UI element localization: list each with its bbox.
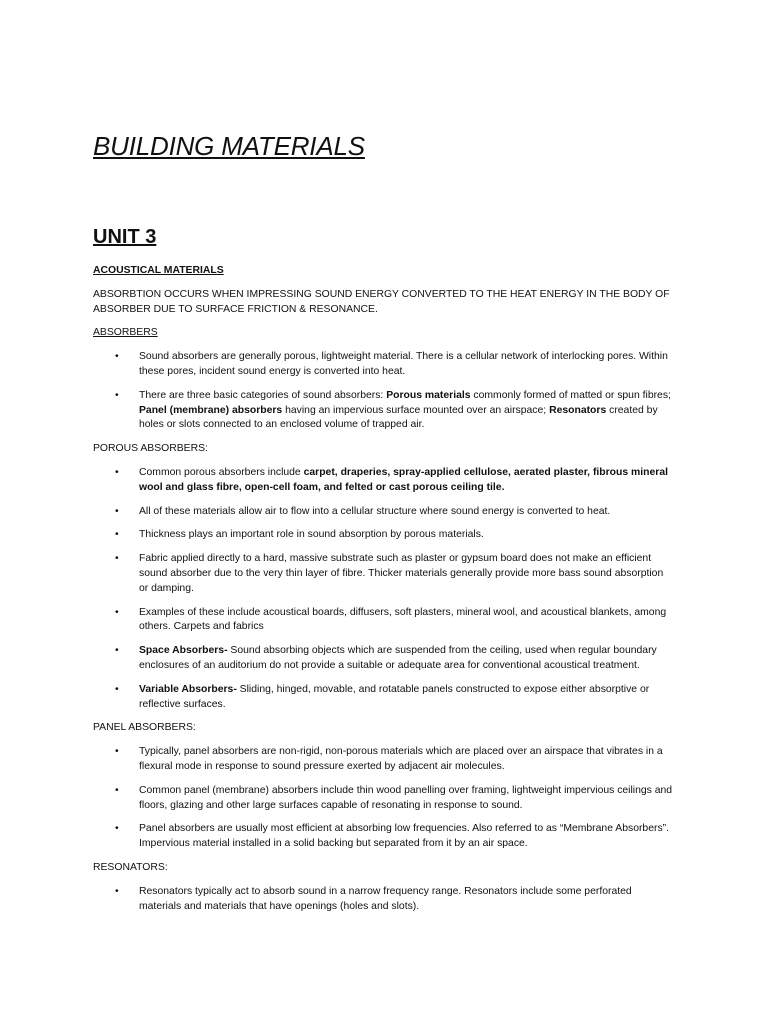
bullet-icon: • <box>115 885 119 897</box>
bold-term: Resonators <box>549 404 607 416</box>
absorbers-list <box>93 350 673 433</box>
bullet-icon: • <box>115 466 119 478</box>
list-item <box>93 822 673 852</box>
item-text: having an impervious surface mounted over an airspace; <box>282 404 550 416</box>
list-item <box>93 683 673 713</box>
list-item <box>93 745 673 775</box>
resonators-list <box>93 885 673 915</box>
item-text: Panel absorbers are usually most efficient at absorbing low frequencies. Also referred to as “Membrane Absorbers”. Impervious material installed in a solid backing but separated from it by an air space. <box>139 823 669 850</box>
item-text: Common panel (membrane) absorbers include thin wood panelling over framing, lightweight impervious ceilings and floors, glazing and other large surfaces capable of resonating in response to sound. <box>139 784 673 811</box>
document-body <box>93 264 673 923</box>
list-item <box>93 606 673 636</box>
item-text: Typically, panel absorbers are non-rigid, non-porous materials which are placed over an airspace that vibrates in a flexural mode in response to sound pressure exerted by adjacent air molecules. <box>139 746 663 772</box>
bold-term: Variable Absorbers- <box>139 683 237 695</box>
bold-term: carpet, draperies, spray-applied cellulose, aerated plaster, fibrous mineral wool and glass fibre, open-cell foam, and felted or cast porous ceiling tile. <box>139 466 669 493</box>
list-item <box>93 644 673 674</box>
bullet-icon: • <box>115 683 119 695</box>
item-text: Thickness plays an important role in sound absorption by porous materials. <box>139 529 484 541</box>
panel-absorbers-list <box>93 745 673 852</box>
bold-term: Space Absorbers- <box>139 645 228 657</box>
intro-paragraph: ABSORBTION OCCURS WHEN IMPRESSING SOUND ENERGY CONVERTED TO THE HEAT ENERGY IN THE BODY OF ABSORBER DUE TO SURFACE FRICTION & RESONANCE. <box>93 288 670 315</box>
bullet-icon: • <box>115 505 119 517</box>
list-item <box>93 505 673 520</box>
resonators-heading: RESONATORS: <box>93 861 168 873</box>
bullet-icon: • <box>115 351 119 363</box>
item-text: There are three basic categories of sound absorbers: <box>139 389 387 401</box>
item-text: Fabric applied directly to a hard, massive substrate such as plaster or gypsum board does not make an efficient sound absorber due to the very thin layer of fibre. Thicker materials generally provide more bass sound absorption or damping. <box>139 553 664 594</box>
list-item <box>93 389 673 433</box>
bullet-icon: • <box>115 389 119 401</box>
porous-absorbers-list <box>93 466 673 712</box>
porous-absorbers-heading: POROUS ABSORBERS: <box>93 443 208 455</box>
item-text: Examples of these include acoustical boards, diffusers, soft plasters, mineral wool, and acoustical blankets, among others. Carpets and fabrics <box>139 606 667 633</box>
bold-term: Panel (membrane) absorbers <box>139 404 283 416</box>
item-text: created by holes or slots connected to an enclosed volume of trapped air. <box>139 404 658 431</box>
absorbers-heading: ABSORBERS <box>93 327 158 339</box>
panel-absorbers-heading: PANEL ABSORBERS: <box>93 722 196 734</box>
bullet-icon: • <box>115 746 119 758</box>
bullet-icon: • <box>115 645 119 657</box>
document-title: BUILDING MATERIALS <box>93 131 365 161</box>
bullet-icon: • <box>115 553 119 565</box>
item-text: Common porous absorbers include <box>139 466 304 478</box>
item-text: Resonators typically act to absorb sound in a narrow frequency range. Resonators include some perforated materials and materials that have openings (holes and slots). <box>139 885 632 912</box>
item-text: commonly formed of matted or spun fibres; <box>470 389 671 401</box>
bullet-icon: • <box>115 823 119 835</box>
bullet-icon: • <box>115 606 119 618</box>
list-item <box>93 552 673 596</box>
item-text: Sliding, hinged, movable, and rotatable panels constructed to expose either absorptive or reflective surfaces. <box>139 683 650 710</box>
item-text: Sound absorbing objects which are suspended from the ceiling, used when regular boundary enclosures of an auditorium do not provide a suitable or adequate area for conventional acoustical treatment. <box>139 645 657 671</box>
list-item <box>93 350 673 380</box>
list-item <box>93 466 673 496</box>
section-heading: ACOUSTICAL MATERIALS <box>93 265 224 276</box>
item-text: Sound absorbers are generally porous, lightweight material. There is a cellular network of interlocking pores. Within these pores, incident sound energy is converted into heat. <box>139 351 668 377</box>
bold-term: Porous materials <box>386 389 471 401</box>
list-item <box>93 885 673 915</box>
item-text: All of these materials allow air to flow into a cellular structure where sound energy is converted to heat. <box>139 505 611 517</box>
bullet-icon: • <box>115 529 119 541</box>
unit-heading: UNIT 3 <box>93 226 157 248</box>
bullet-icon: • <box>115 784 119 796</box>
list-item <box>93 528 673 543</box>
list-item <box>93 784 673 814</box>
